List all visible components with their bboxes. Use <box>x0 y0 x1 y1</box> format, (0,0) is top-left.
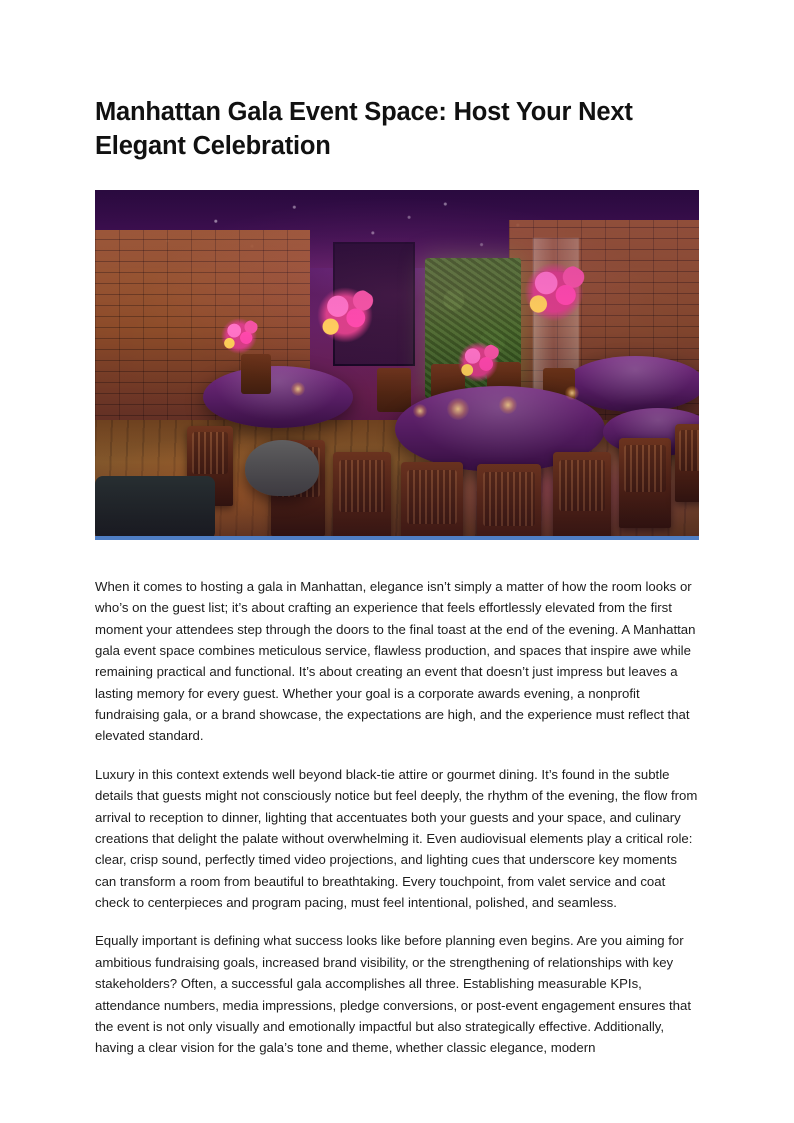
gala-ballroom-photo <box>95 190 699 540</box>
photo-color-haze <box>95 190 699 540</box>
hero-accent-rule <box>95 536 699 540</box>
hero-image-figure <box>95 190 699 540</box>
article-body <box>95 576 699 1059</box>
paragraph-2: Luxury in this context extends well beyond black-tie attire or gourmet dining. It’s found in the subtle details that guests might not consciously notice but feel deeply, the rhythm of the evening, the flow from arrival to reception to dinner, lighting that accentuates both your guests and your space, and culinary creations that delight the palate without overwhelming it. Even audiovisual elements play a critical role: clear, crisp sound, perfectly timed video projections, and lighting cues that underscore key moments can transform a room from beautiful to breathtaking. Every touchpoint, from valet service and coat check to centerpieces and program pacing, must feel intentional, polished, and seamless. <box>95 766 698 911</box>
paragraph-1: When it comes to hosting a gala in Manhattan, elegance isn’t simply a matter of how the room looks or who’s on the guest list; it’s about crafting an experience that feels effortlessly elevated from the first moment your attendees step through the doors to the final toast at the end of the evening. A Manhattan gala event space combines meticulous service, flawless production, and spaces that inspire awe while remaining practical and functional. It’s about creating an event that doesn’t just impress but leaves a lasting memory for every guest. Whether your goal is a corporate awards evening, a nonprofit fundraising gala, or a brand showcase, the expectations are high, and the experience must reflect that elevated standard. <box>95 578 696 744</box>
page-title: Manhattan Gala Event Space: Host Your Next Elegant Celebration <box>95 98 633 160</box>
paragraph-3: Equally important is defining what success looks like before planning even begins. Are you aiming for ambitious fundraising goals, increased brand visibility, or the strengthening of relationships with key stakeholders? Often, a successful gala accomplishes all three. Establishing measurable KPIs, attendance numbers, media impressions, pledge conversions, or post-event engagement ensures that the event is not only visually and emotionally impactful but also strategically effective. Additionally, having a clear vision for the gala’s tone and theme, whether classic elegance, modern <box>95 933 691 1056</box>
